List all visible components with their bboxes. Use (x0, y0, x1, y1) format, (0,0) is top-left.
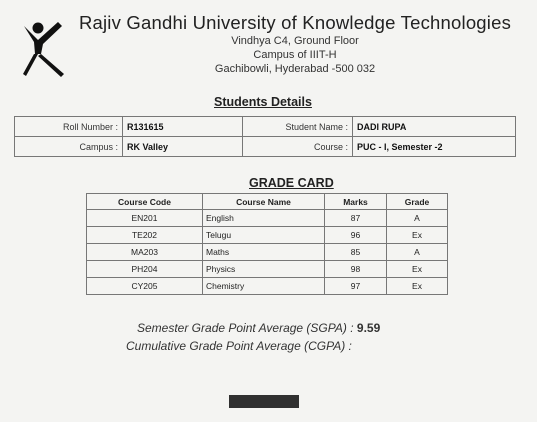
header-marks: Marks (325, 194, 387, 210)
course-code: MA203 (87, 244, 203, 261)
header-grade: Grade (387, 194, 448, 210)
roll-number-label: Roll Number : (15, 117, 123, 137)
document-header (60, 12, 530, 76)
student-name-label: Student Name : (243, 117, 353, 137)
course-value: PUC - I, Semester -2 (353, 137, 516, 157)
table-row (87, 261, 448, 278)
details-row (15, 117, 516, 137)
redacted-signature-bar (229, 395, 299, 408)
course-code: PH204 (87, 261, 203, 278)
course-name: English (203, 210, 325, 227)
university-name: Rajiv Gandhi University of Knowledge Technologies (78, 12, 512, 33)
table-row (87, 244, 448, 261)
course-name: Chemistry (203, 278, 325, 295)
table-row (87, 227, 448, 244)
course-marks: 97 (325, 278, 387, 295)
sgpa-value: 9.59 (356, 321, 381, 335)
sgpa-line (137, 321, 380, 335)
course-name: Maths (203, 244, 325, 261)
table-row (87, 278, 448, 295)
header-course-code: Course Code (87, 194, 203, 210)
course-marks: 96 (325, 227, 387, 244)
campus-value: RK Valley (123, 137, 243, 157)
course-code: EN201 (87, 210, 203, 227)
student-name-value: DADI RUPA (353, 117, 516, 137)
campus-label: Campus : (15, 137, 123, 157)
course-grade: A (387, 210, 448, 227)
details-row (15, 137, 516, 157)
course-grade: Ex (387, 261, 448, 278)
sgpa-label: Semester Grade Point Average (SGPA) : (137, 321, 354, 335)
course-marks: 87 (325, 210, 387, 227)
grade-table-header (87, 194, 448, 210)
grade-card-title: GRADE CARD (249, 176, 334, 190)
course-grade: Ex (387, 227, 448, 244)
course-name: Physics (203, 261, 325, 278)
students-details-title: Students Details (214, 95, 312, 109)
course-grade: Ex (387, 278, 448, 295)
course-name: Telugu (203, 227, 325, 244)
course-grade: A (387, 244, 448, 261)
course-label: Course : (243, 137, 353, 157)
address-line-2: Campus of IIIT-H (253, 49, 337, 61)
table-row (87, 210, 448, 227)
course-code: CY205 (87, 278, 203, 295)
student-details-table (14, 116, 516, 157)
grade-table (86, 193, 448, 295)
course-marks: 98 (325, 261, 387, 278)
course-marks: 85 (325, 244, 387, 261)
address-line-3: Gachibowli, Hyderabad -500 032 (214, 63, 376, 75)
address-line-1: Vindhya C4, Ground Floor (231, 35, 359, 47)
header-course-name: Course Name (203, 194, 325, 210)
cgpa-label: Cumulative Grade Point Average (CGPA) : (126, 339, 352, 353)
roll-number-value: R131615 (123, 117, 243, 137)
cgpa-line (126, 339, 352, 353)
course-code: TE202 (87, 227, 203, 244)
